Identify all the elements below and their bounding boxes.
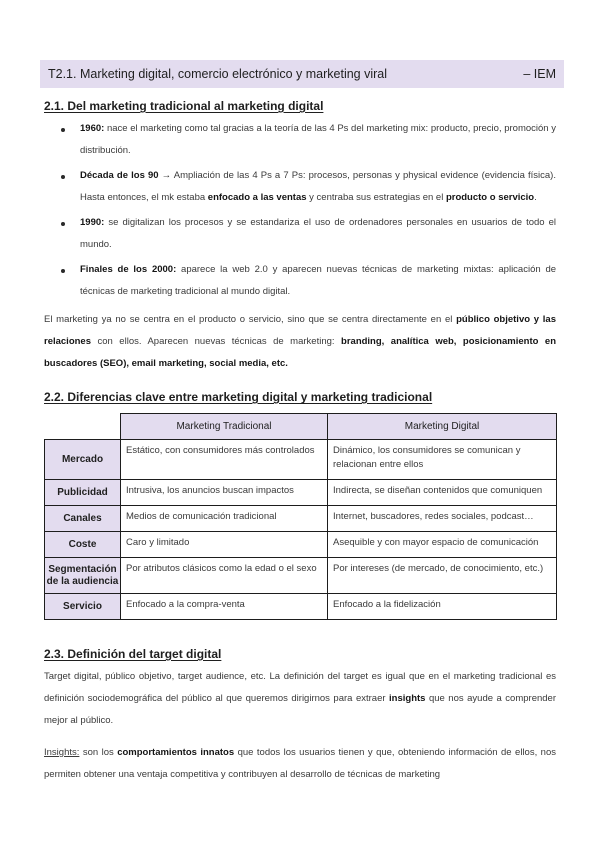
row-header: Servicio <box>45 594 121 620</box>
section-heading-2-2: 2.2. Diferencias clave entre marketing digital y marketing tradicional <box>44 390 433 404</box>
target-definition-paragraph: Target digital, público objetivo, target audience, etc. La definición del target es igual que en el marketing tradicional es definición sociodemográfica del público al que queremos dirigirnos para extraer insights que nos ayude a comprender mejor al público. <box>44 671 556 726</box>
traditional-cell: Caro y limitado <box>121 532 328 558</box>
traditional-cell: Por atributos clásicos como la edad o el sexo <box>121 558 328 594</box>
traditional-cell: Medios de comunicación tradicional <box>121 506 328 532</box>
row-header: Publicidad <box>45 480 121 506</box>
section-heading-2-3: 2.3. Definición del target digital <box>44 647 222 661</box>
course-tag: – IEM <box>523 67 556 81</box>
table-header-row <box>45 414 557 440</box>
list-item: Década de los 90 → Ampliación de las 4 Ps a 7 Ps: procesos, personas y physical evidence (evidencia física). Hasta entonces, el mk estaba enfocado a las ventas y centraba sus estrategias en el producto o servicio. <box>58 165 556 209</box>
traditional-cell: Intrusiva, los anuncios buscan impactos <box>121 480 328 506</box>
list-item: 1990: se digitalizan los procesos y se estandariza el uso de ordenadores personales en usuarios de todo el mundo. <box>58 212 556 256</box>
row-header: Mercado <box>45 440 121 480</box>
history-bullet-list <box>58 118 556 306</box>
table-row <box>45 532 557 558</box>
table-row <box>45 440 557 480</box>
digital-cell: Dinámico, los consumidores se comunican y relacionan entre ellos <box>328 440 557 480</box>
digital-cell: Indirecta, se diseñan contenidos que comuniquen <box>328 480 557 506</box>
column-header-digital: Marketing Digital <box>328 414 557 440</box>
table-row <box>45 506 557 532</box>
digital-cell: Por intereses (de mercado, de conocimiento, etc.) <box>328 558 557 594</box>
digital-cell: Internet, buscadores, redes sociales, podcast… <box>328 506 557 532</box>
table-row <box>45 558 557 594</box>
table-corner-cell <box>45 414 121 440</box>
insights-label: Insights: <box>44 747 80 758</box>
digital-cell: Asequible y con mayor espacio de comunicación <box>328 532 557 558</box>
comparison-table <box>44 413 557 620</box>
document-title: T2.1. Marketing digital, comercio electrónico y marketing viral <box>48 67 388 81</box>
list-item: 1960: nace el marketing como tal gracias a la teoría de las 4 Ps del marketing mix: producto, precio, promoción y distribución. <box>58 118 556 162</box>
section-heading-2-1: 2.1. Del marketing tradicional al marketing digital <box>44 99 324 113</box>
page-header <box>40 60 564 88</box>
marketing-focus-paragraph: El marketing ya no se centra en el producto o servicio, sino que se centra directamente en el público objetivo y las relaciones con ellos. Aparecen nuevas técnicas de marketing: branding, analítica web, posicionamiento en buscadores (SEO), email marketing, social media, etc. <box>44 314 556 369</box>
row-header: Canales <box>45 506 121 532</box>
row-header: Segmentación de la audiencia <box>45 558 121 594</box>
row-header: Coste <box>45 532 121 558</box>
table-row <box>45 594 557 620</box>
traditional-cell: Enfocado a la compra-venta <box>121 594 328 620</box>
traditional-cell: Estático, con consumidores más controlados <box>121 440 328 480</box>
digital-cell: Enfocado a la fidelización <box>328 594 557 620</box>
insights-paragraph: Insights: son los comportamientos innatos que todos los usuarios tienen y que, obteniendo información de ellos, nos permiten obtener una ventaja competitiva y contribuyen al desarrollo de técnicas de marketing <box>44 747 556 780</box>
column-header-traditional: Marketing Tradicional <box>121 414 328 440</box>
list-item: Finales de los 2000: aparece la web 2.0 y aparecen nuevas técnicas de marketing mixtas: aplicación de técnicas de marketing tradicional al mundo digital. <box>58 259 556 303</box>
table-row <box>45 480 557 506</box>
